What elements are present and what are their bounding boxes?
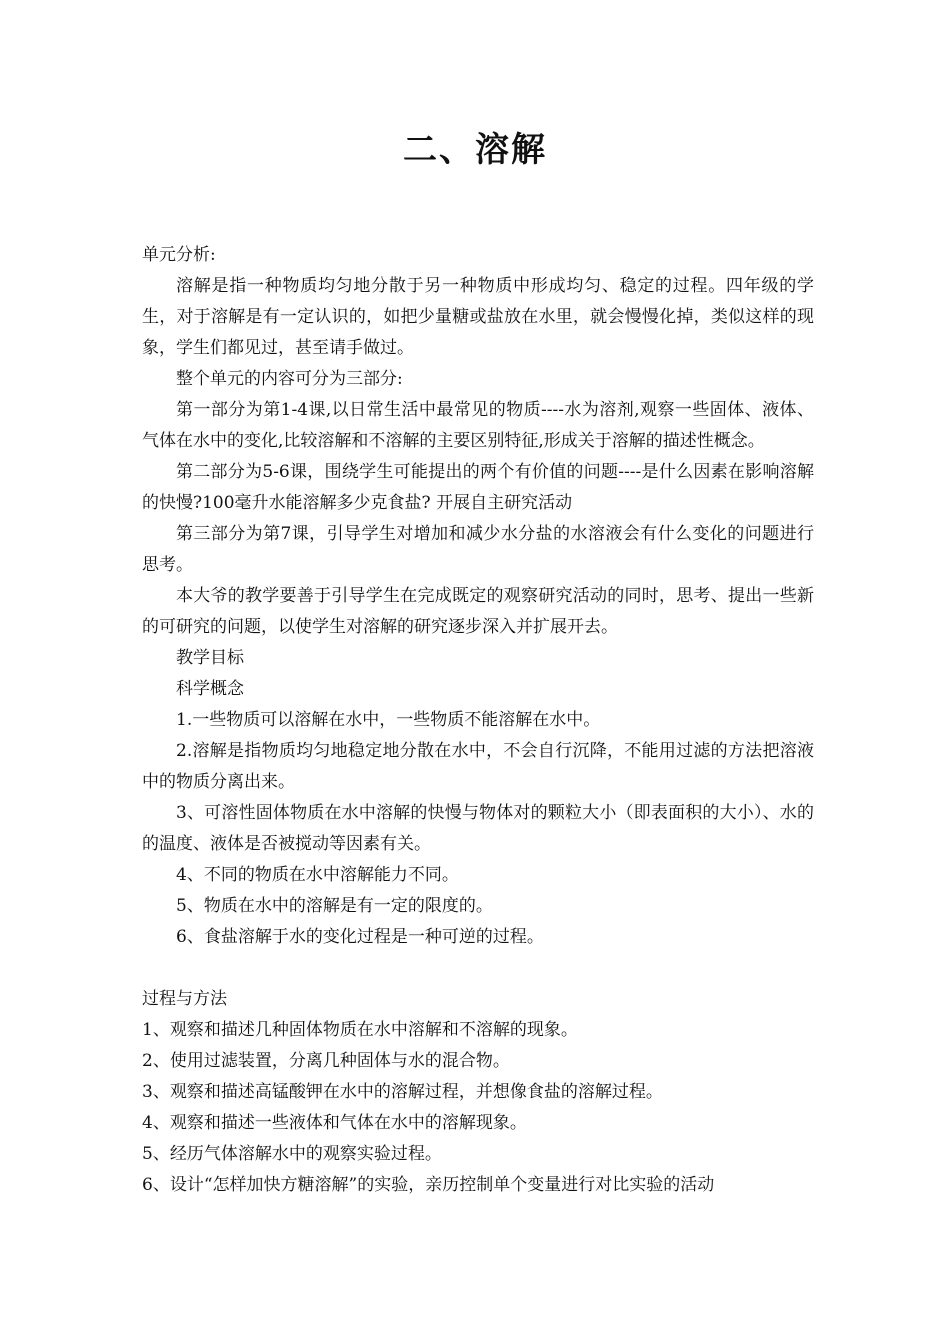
list-item: 4、观察和描述一些液体和气体在水中的溶解现象。 [142,1113,527,1133]
paragraph: 第三部分为第7课，引导学生对增加和减少水分盐的水溶液会有什么变化的问题进行思考。 [142,524,814,575]
list-item: 4、不同的物质在水中溶解能力不同。 [176,865,459,885]
list-item: 3、可溶性固体物质在水中溶解的快慢与物体对的颗粒大小（即表面积的大小）、水的的温度、液体是否被搅动等因素有关。 [142,803,814,854]
section-heading-unit-analysis: 单元分析: [142,245,216,265]
list-item: 5、物质在水中的溶解是有一定的限度的。 [176,896,493,916]
list-item: 6、食盐溶解于水的变化过程是一种可逆的过程。 [176,927,544,947]
paragraph: 整个单元的内容可分为三部分: [176,369,403,389]
list-item: 1、观察和描述几种固体物质在水中溶解和不溶解的现象。 [142,1020,578,1040]
paragraph: 第一部分为第1-4课,以日常生活中最常见的物质----水为溶剂,观察一些固体、液体、气体在水中的变化,比较溶解和不溶解的主要区别特征,形成关于溶解的描述性概念。 [142,400,814,451]
section-heading-teaching-goals: 教学目标 [176,648,244,668]
list-item: 2、使用过滤装置，分离几种固体与水的混合物。 [142,1051,510,1071]
list-item: 6、设计“怎样加快方糖溶解”的实验，亲历控制单个变量进行对比实验的活动 [142,1175,715,1195]
list-item: 5、经历气体溶解水中的观察实验过程。 [142,1144,442,1164]
list-item: 3、观察和描述高锰酸钾在水中的溶解过程，并想像食盐的溶解过程。 [142,1082,663,1102]
paragraph: 本大爷的教学要善于引导学生在完成既定的观察研究活动的同时，思考、提出一些新的可研究的问题，以使学生对溶解的研究逐步深入并扩展开去。 [142,586,814,637]
page-title: 二、溶解 [403,130,547,170]
subsection-heading-science-concepts: 科学概念 [176,679,244,699]
spacer [142,953,814,984]
paragraph: 第二部分为5-6课，围绕学生可能提出的两个有价值的问题----是什么因素在影响溶解的快慢?100毫升水能溶解多少克食盐? 开展自主研究活动 [142,462,814,513]
list-item: 2.溶解是指物质均匀地稳定地分散在水中，不会自行沉降，不能用过滤的方法把溶液中的物质分离出来。 [142,741,814,792]
section-heading-process-methods: 过程与方法 [142,989,227,1009]
document-body [142,240,814,1201]
paragraph: 溶解是指一种物质均匀地分散于另一种物质中形成均匀、稳定的过程。四年级的学生，对于溶解是有一定认识的，如把少量糖或盐放在水里，就会慢慢化掉，类似这样的现象，学生们都见过，甚至请手做过。 [142,276,814,358]
list-item: 1.一些物质可以溶解在水中，一些物质不能溶解在水中。 [176,710,601,730]
